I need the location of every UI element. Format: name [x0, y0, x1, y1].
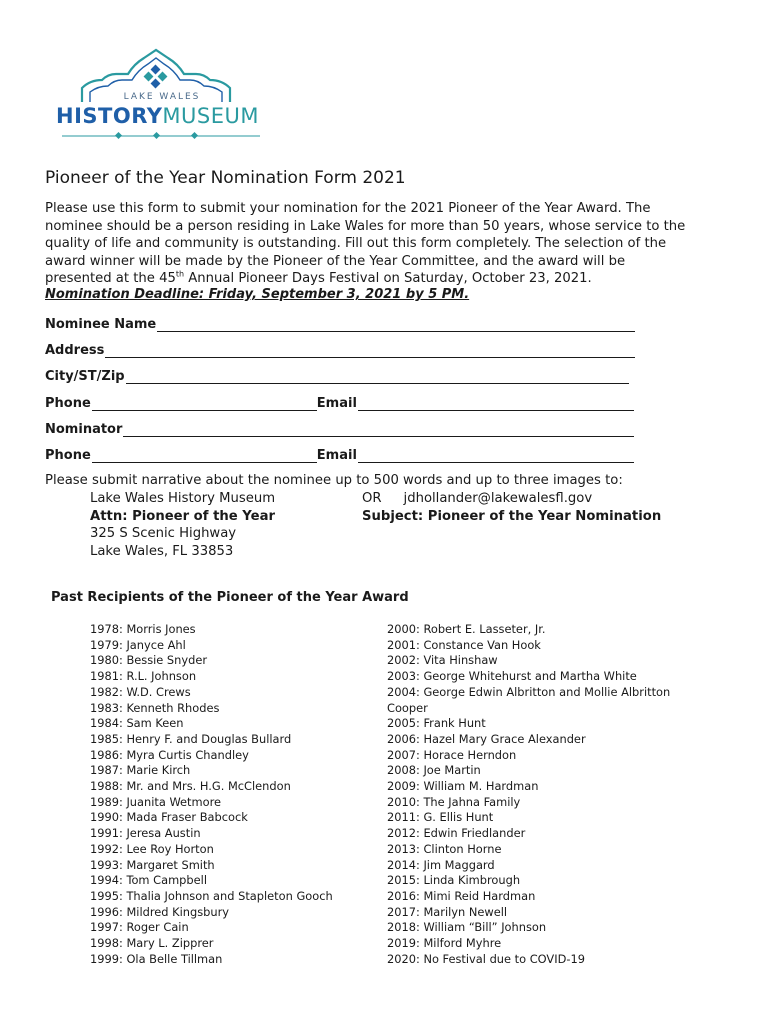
- intro-paragraph: [45, 200, 725, 288]
- list-item: 2017: Marilyn Newell: [387, 904, 508, 919]
- phone-label: Phone: [45, 396, 91, 411]
- form-title: Pioneer of the Year Nomination Form 2021: [45, 168, 406, 188]
- address-label: Address: [45, 343, 105, 358]
- address-line-city: Lake Wales, FL 33853: [90, 543, 234, 559]
- address-field[interactable]: [45, 343, 635, 358]
- list-item: 2009: William M. Hardman: [387, 779, 539, 794]
- city-st-zip-field[interactable]: [45, 369, 629, 384]
- submit-instructions: Please submit narrative about the nominee up to 500 words and up to three images to:: [45, 473, 623, 488]
- list-item: 2016: Mimi Reid Hardman: [387, 888, 536, 903]
- email-line-2[interactable]: [358, 448, 634, 463]
- phone-line-2[interactable]: [92, 448, 317, 463]
- email-label: Email: [316, 396, 357, 411]
- list-item: 2000: Robert E. Lasseter, Jr.: [387, 622, 546, 636]
- email-option: [362, 490, 661, 525]
- list-item: 1978: Morris Jones: [90, 622, 196, 636]
- list-item: 2008: Joe Martin: [387, 763, 481, 778]
- list-item: 1992: Lee Roy Horton: [90, 841, 214, 856]
- intro-line-3: quality of life and community is outstanding. Fill out this form completely. The selection of the: [45, 236, 667, 251]
- nominee-name-label: Nominee Name: [45, 317, 157, 332]
- city-st-zip-line[interactable]: [126, 369, 629, 384]
- logo-museum-text: MUSEUM: [162, 104, 259, 128]
- or-text: OR: [362, 491, 382, 506]
- city-st-zip-label: City/ST/Zip: [45, 369, 125, 384]
- nominee-name-field[interactable]: [45, 317, 635, 332]
- address-line-street: 325 S Scenic Highway: [90, 526, 237, 541]
- address-line[interactable]: [105, 343, 635, 358]
- logo-wordmark: [56, 104, 259, 128]
- list-item: 2010: The Jahna Family: [387, 794, 521, 809]
- list-item: 2006: Hazel Mary Grace Alexander: [387, 731, 586, 746]
- list-item: 1984: Sam Keen: [90, 716, 184, 731]
- list-item: 2013: Clinton Horne: [387, 841, 502, 856]
- mailing-address: [90, 490, 275, 560]
- list-item: 2004: George Edwin Albritton and Mollie Albritton: [387, 684, 671, 699]
- list-item: 2003: George Whitehurst and Martha White: [387, 669, 637, 684]
- list-item: 2019: Milford Myhre: [387, 936, 502, 951]
- list-item: 2018: William “Bill” Johnson: [387, 920, 547, 935]
- list-item: 2005: Frank Hunt: [387, 716, 486, 731]
- list-item: 1995: Thalia Johnson and Stapleton Gooch: [90, 888, 333, 903]
- phone-label-2: Phone: [45, 448, 91, 463]
- intro-line-1: Please use this form to submit your nomination for the 2021 Pioneer of the Year Award. The: [45, 201, 651, 216]
- submit-email-link[interactable]: jdhollander@lakewalesfl.gov: [403, 491, 593, 506]
- list-item: 1986: Myra Curtis Chandley: [90, 747, 249, 762]
- list-item: 1999: Ola Belle Tillman: [90, 951, 223, 966]
- list-item: 1997: Roger Cain: [90, 920, 189, 935]
- list-item: 1982: W.D. Crews: [90, 684, 191, 699]
- museum-logo: [52, 44, 272, 144]
- past-recipients-left-column: [90, 622, 333, 967]
- list-item: 1998: Mary L. Zipprer: [90, 936, 214, 951]
- email-label-2: Email: [316, 448, 357, 463]
- nominee-name-line[interactable]: [157, 317, 635, 332]
- past-recipients-title: Past Recipients of the Pioneer of the Year Award: [51, 590, 409, 605]
- intro-line-2: nominee should be a person residing in Lake Wales for more than 50 years, whose service to the: [45, 218, 686, 234]
- list-item: 1983: Kenneth Rhodes: [90, 700, 220, 715]
- past-recipients-right-column: [387, 622, 670, 967]
- list-item: 1988: Mr. and Mrs. H.G. McClendon: [90, 779, 291, 794]
- phone-email-row[interactable]: [45, 396, 634, 411]
- list-item: 1979: Janyce Ahl: [90, 637, 186, 652]
- nominator-line[interactable]: [123, 422, 634, 437]
- list-item: 1987: Marie Kirch: [90, 763, 191, 778]
- list-item: 2002: Vita Hinshaw: [387, 653, 498, 668]
- list-item: 2020: No Festival due to COVID-19: [387, 951, 585, 966]
- logo-history-text: HISTORY: [56, 104, 163, 128]
- phone-line[interactable]: [92, 396, 317, 411]
- intro-line-5a: presented at the 45: [45, 271, 176, 286]
- list-item: 1985: Henry F. and Douglas Bullard: [90, 731, 292, 746]
- nomination-deadline: Nomination Deadline: Friday, September 3, 2021 by 5 PM.: [45, 287, 470, 302]
- list-item: 1996: Mildred Kingsbury: [90, 904, 230, 919]
- list-item: 2015: Linda Kimbrough: [387, 873, 521, 888]
- list-item: 2014: Jim Maggard: [387, 857, 495, 872]
- email-line[interactable]: [358, 396, 634, 411]
- intro-line-4: award winner will be made by the Pioneer of the Year Committee, and the award will be: [45, 253, 626, 269]
- logo-lake-wales-text: LAKE WALES: [123, 92, 201, 102]
- list-item: 1994: Tom Campbell: [90, 873, 207, 888]
- intro-line-5b: Annual Pioneer Days Festival on Saturday, October 23, 2021.: [184, 271, 592, 286]
- intro-superscript: th: [175, 269, 185, 279]
- phone-email-row-2[interactable]: [45, 448, 634, 463]
- list-item: 2007: Horace Herndon: [387, 747, 517, 762]
- list-item: 1981: R.L. Johnson: [90, 669, 197, 684]
- address-line-attn: Attn: Pioneer of the Year: [90, 508, 275, 524]
- list-item: 1993: Margaret Smith: [90, 857, 215, 872]
- nominator-field[interactable]: [45, 422, 634, 437]
- list-item: 2012: Edwin Friedlander: [387, 826, 526, 841]
- address-line-museum: Lake Wales History Museum: [90, 491, 276, 506]
- list-item: 1991: Jeresa Austin: [90, 826, 201, 841]
- list-item: 1990: Mada Fraser Babcock: [90, 810, 248, 825]
- list-item: 2001: Constance Van Hook: [387, 637, 541, 652]
- list-item: 1980: Bessie Snyder: [90, 653, 208, 668]
- list-item: 1989: Juanita Wetmore: [90, 794, 222, 809]
- list-item: 2011: G. Ellis Hunt: [387, 810, 494, 825]
- nominator-label: Nominator: [45, 422, 123, 437]
- email-subject: Subject: Pioneer of the Year Nomination: [362, 508, 662, 524]
- list-item: Cooper: [387, 700, 428, 715]
